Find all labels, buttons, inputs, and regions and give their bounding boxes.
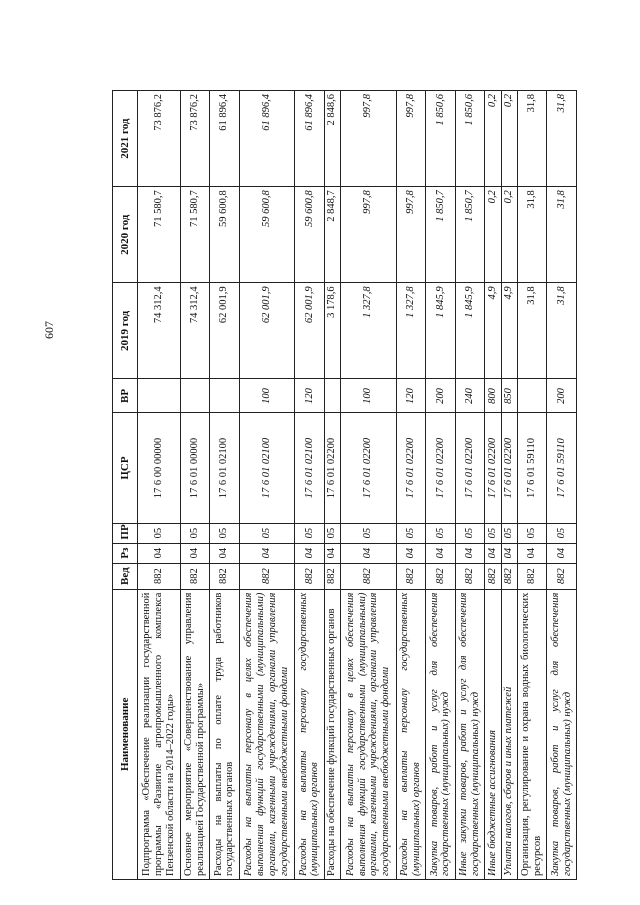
cell-csr: 17 6 01 02200 [485,413,501,523]
cell-vr [517,379,546,413]
cell-pr: 05 [396,523,425,543]
cell-2019: 62 001,9 [295,283,324,379]
cell-vr: 240 [455,379,484,413]
table-row [485,91,501,880]
cell-pr: 05 [324,523,340,543]
cell-2021: 2 848,6 [324,91,340,187]
cell-2019: 31,8 [547,283,577,379]
cell-ved: 882 [210,563,239,589]
cell-rz: 04 [341,543,397,563]
cell-rz: 04 [501,543,517,563]
cell-pr: 05 [210,523,239,543]
cell-pr: 05 [295,523,324,543]
cell-csr: 17 6 01 02100 [210,413,239,523]
cell-name: Уплата налогов, сборов и иных платежей [501,589,517,879]
cell-2019: 4,9 [485,283,501,379]
cell-rz: 04 [426,543,455,563]
cell-name: Основное мероприятие «Совершенствование управления реализацией Государственной программы» [180,589,209,879]
cell-pr: 05 [547,523,577,543]
table-row [210,91,239,880]
table-row [501,91,517,880]
cell-2019: 1 845,9 [455,283,484,379]
table-row [324,91,340,880]
header-2020: 2020 год [113,187,138,283]
cell-ved: 882 [501,563,517,589]
cell-ved: 882 [517,563,546,589]
cell-csr: 17 6 01 02100 [239,413,295,523]
cell-ved: 882 [396,563,425,589]
cell-2021: 997,8 [396,91,425,187]
cell-rz: 04 [180,543,209,563]
cell-name: Расходы на выплаты по оплате труда работников государственных органов [210,589,239,879]
header-csr: ЦСР [113,413,138,523]
cell-2019: 3 178,6 [324,283,340,379]
page-number: 607 [41,321,56,339]
cell-csr: 17 6 01 02200 [324,413,340,523]
cell-vr [324,379,340,413]
cell-2021: 1 850,6 [455,91,484,187]
cell-name: Закупка товаров, работ и услуг для обеспечения государственных (муниципальных) нужд [547,589,577,879]
cell-vr: 800 [485,379,501,413]
table-row [180,91,209,880]
cell-rz: 04 [396,543,425,563]
cell-2020: 59 600,8 [210,187,239,283]
cell-2020: 71 580,7 [138,187,181,283]
cell-name: Иные бюджетные ассигнования [485,589,501,879]
cell-pr: 05 [485,523,501,543]
cell-ved: 882 [324,563,340,589]
header-2021: 2021 год [113,91,138,187]
table-row [547,91,577,880]
cell-csr: 17 6 01 59110 [547,413,577,523]
cell-ved: 882 [138,563,181,589]
cell-pr: 05 [517,523,546,543]
cell-ved: 882 [455,563,484,589]
cell-name: Иные закупки товаров, работ и услуг для обеспечения государственных (муниципальных) нужд [455,589,484,879]
cell-name: Организация, регулирование и охрана водных биологических ресурсов [517,589,546,879]
cell-rz: 04 [485,543,501,563]
cell-2021: 61 896,4 [239,91,295,187]
cell-2019: 4,9 [501,283,517,379]
cell-2020: 71 580,7 [180,187,209,283]
cell-2019: 62 001,9 [210,283,239,379]
table-row [426,91,455,880]
cell-vr: 200 [426,379,455,413]
cell-csr: 17 6 01 02200 [396,413,425,523]
table-row [341,91,397,880]
cell-2021: 997,8 [341,91,397,187]
cell-2019: 74 312,4 [180,283,209,379]
cell-name: Расходы на выплаты персоналу государственных (муниципальных) органов [295,589,324,879]
cell-ved: 882 [485,563,501,589]
cell-name: Расходы на выплаты персоналу в целях обеспечения выполнения функций государственными (муниципальными) органами, казенными учреждениями, органами управления государственными внебюджетными фондами [239,589,295,879]
cell-pr: 05 [239,523,295,543]
cell-vr: 850 [501,379,517,413]
cell-ved: 882 [295,563,324,589]
cell-2021: 1 850,6 [426,91,455,187]
cell-2021: 0,2 [485,91,501,187]
cell-csr: 17 6 01 02200 [501,413,517,523]
table-row [138,91,181,880]
cell-2021: 61 896,4 [210,91,239,187]
cell-vr [180,379,209,413]
table-row [396,91,425,880]
cell-2021: 31,8 [517,91,546,187]
header-rz: Рз [113,543,138,563]
cell-csr: 17 6 00 00000 [138,413,181,523]
table-row [239,91,295,880]
cell-pr: 05 [501,523,517,543]
cell-2019: 31,8 [517,283,546,379]
cell-csr: 17 6 01 02200 [426,413,455,523]
cell-csr: 17 6 01 02200 [455,413,484,523]
cell-2021: 0,2 [501,91,517,187]
cell-2019: 1 845,9 [426,283,455,379]
cell-rz: 04 [138,543,181,563]
cell-2020: 31,8 [547,187,577,283]
cell-csr: 17 6 01 00000 [180,413,209,523]
cell-name: Закупка товаров, работ и услуг для обеспечения государственных (муниципальных) нужд [426,589,455,879]
cell-2021: 73 876,2 [180,91,209,187]
cell-vr: 120 [295,379,324,413]
cell-2021: 61 896,4 [295,91,324,187]
cell-2020: 59 600,8 [239,187,295,283]
cell-2020: 2 848,7 [324,187,340,283]
cell-rz: 04 [324,543,340,563]
cell-csr: 17 6 01 02100 [295,413,324,523]
cell-pr: 05 [180,523,209,543]
header-name: Наименование [113,589,138,879]
cell-2020: 997,8 [396,187,425,283]
cell-csr: 17 6 01 02200 [341,413,397,523]
table-row [295,91,324,880]
cell-vr [138,379,181,413]
cell-name: Расходы на выплаты персоналу в целях обеспечения выполнения функций государственными (муниципальными) органами, казенными учреждениями, органами управления государственными внебюджетными фондами [341,589,397,879]
header-pr: ПР [113,523,138,543]
header-vr: ВР [113,379,138,413]
cell-vr [210,379,239,413]
cell-rz: 04 [295,543,324,563]
cell-vr: 200 [547,379,577,413]
budget-table [112,90,577,880]
cell-2020: 1 850,7 [455,187,484,283]
budget-table-container [112,90,577,880]
cell-2019: 1 327,8 [396,283,425,379]
cell-2021: 73 876,2 [138,91,181,187]
table-header-row [113,91,138,880]
cell-ved: 882 [426,563,455,589]
cell-rz: 04 [455,543,484,563]
cell-2019: 62 001,9 [239,283,295,379]
cell-csr: 17 6 01 59110 [517,413,546,523]
table-row [517,91,546,880]
cell-rz: 04 [517,543,546,563]
cell-2019: 1 327,8 [341,283,397,379]
header-2019: 2019 год [113,283,138,379]
cell-pr: 05 [138,523,181,543]
cell-2020: 0,2 [485,187,501,283]
cell-2020: 997,8 [341,187,397,283]
cell-pr: 05 [426,523,455,543]
cell-pr: 05 [455,523,484,543]
cell-ved: 882 [341,563,397,589]
cell-name: Расходы на обеспечение функций государственных органов [324,589,340,879]
cell-vr: 120 [396,379,425,413]
cell-2020: 31,8 [517,187,546,283]
cell-ved: 882 [547,563,577,589]
cell-pr: 05 [341,523,397,543]
cell-ved: 882 [180,563,209,589]
cell-name: Подпрограмма «Обеспечение реализации государственной программы «Развитие агропромышленного комплекса Пензенской области на 2014–2022 годы» [138,589,181,879]
table-body [138,91,577,880]
cell-vr: 100 [239,379,295,413]
table-row [455,91,484,880]
cell-2019: 74 312,4 [138,283,181,379]
cell-rz: 04 [210,543,239,563]
cell-vr: 100 [341,379,397,413]
cell-ved: 882 [239,563,295,589]
cell-2020: 1 850,7 [426,187,455,283]
cell-rz: 04 [547,543,577,563]
cell-2020: 0,2 [501,187,517,283]
cell-name: Расходы на выплаты персоналу государственных (муниципальных) органов [396,589,425,879]
cell-rz: 04 [239,543,295,563]
cell-2020: 59 600,8 [295,187,324,283]
header-ved: Вед [113,563,138,589]
cell-2021: 31,8 [547,91,577,187]
